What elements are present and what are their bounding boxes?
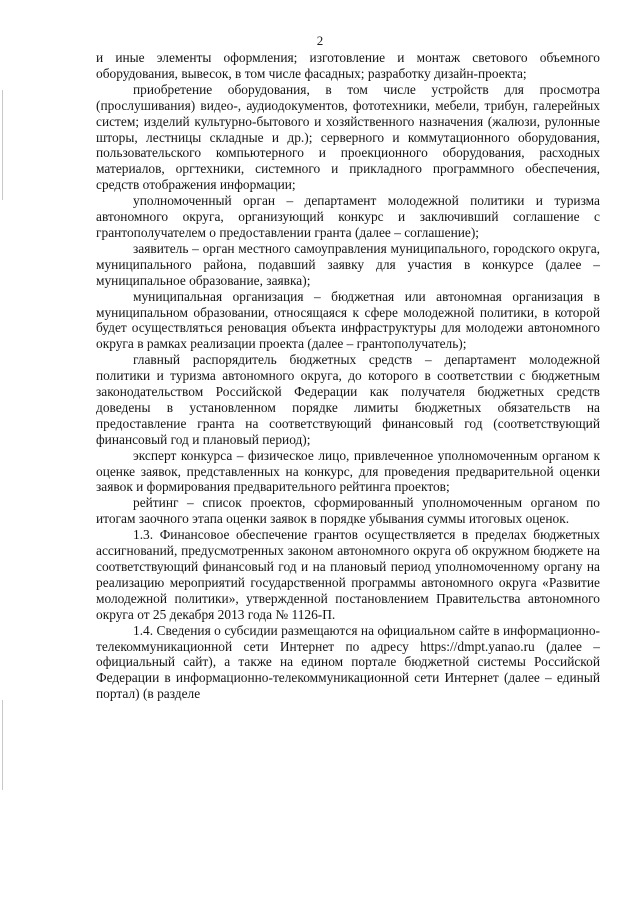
scan-edge-mark [2,700,3,790]
paragraph-equipment: приобретение оборудования, в том числе устройств для просмотра (прослушивания) видео-, аудиодокументов, фототехники, мебели, трибун, галерейных систем; изделий культурно-бытового и хозяйственного назначения (жалюзи, рулонные шторы, лестницы складные и др.); серверного и коммутационного оборудования, пользовательского компьютерного и проекционного оборудования, расходных материалов, оргтехники, системного и прикладного программного обеспечения, средств отображения информации; [96,81,600,193]
paragraph-section-1-3: 1.3. Финансовое обеспечение грантов осуществляется в пределах бюджетных ассигнований, предусмотренных законом автономного округа об окружном бюджете на соответствующий финансовый год и на плановый период уполномоченному органу на реализацию мероприятий государственной программы автономного округа «Развитие молодежной политики», утвержденной постановлением Правительства автономного округа от 25 декабря 2013 года № 1126-П. [96,527,600,622]
paragraph-applicant: заявитель – орган местного самоуправления муниципального, городского округа, муниципального района, подавший заявку для участия в конкурсе (далее – муниципальное образование, заявка); [96,240,600,288]
paragraph-budget-manager: главный распорядитель бюджетных средств – департамент молодежной политики и туризма автономного округа, до которого в соответствии с бюджетным законодательством Российской Федерации как получателя бюджетных средств доведены в установленном порядке лимиты бюджетных обязательств на предоставление гранта на соответствующий финансовый год (соответствующий финансовый год и плановый период); [96,352,600,447]
paragraph-authorized-body: уполномоченный орган – департамент молодежной политики и туризма автономного округа, организующий конкурс и заключивший соглашение с грантополучателем о предоставлении гранта (далее – соглашение); [96,193,600,240]
paragraph-continuation: и иные элементы оформления; изготовление и монтаж светового объемного оборудования, вывесок, в том числе фасадных; разработку дизайн-проекта; [96,50,600,81]
page-number: 2 [316,33,324,48]
paragraph-rating: рейтинг – список проектов, сформированный уполномоченным органом по итогам заочного этапа оценки заявок в порядке убывания суммы итоговых оценок. [96,495,600,527]
paragraph-municipal-organization: муниципальная организация – бюджетная или автономная организация в муниципальном образовании, относящаяся к сфере молодежной политики, в которой будет осуществляться реновация объекта инфраструктуры для молодежи автономного округа в рамках реализации проекта (далее – грантополучатель); [96,288,600,352]
paragraph-expert: эксперт конкурса – физическое лицо, привлеченное уполномоченным органом к оценке заявок, представленных на конкурс, для проведения предварительной оценки заявок и формирования предварительного рейтинга проектов; [96,447,600,495]
scan-edge-mark [2,90,3,200]
document-body [96,50,600,702]
paragraph-section-1-4: 1.4. Сведения о субсидии размещаются на официальном сайте в информационно-телекоммуникационной сети Интернет по адресу https://dmpt.yanao.ru (далее – официальный сайт), а также на едином портале бюджетной системы Российской Федерации в информационно-телекоммуникационной сети Интернет (далее – единый портал) (в разделе [96,622,600,702]
